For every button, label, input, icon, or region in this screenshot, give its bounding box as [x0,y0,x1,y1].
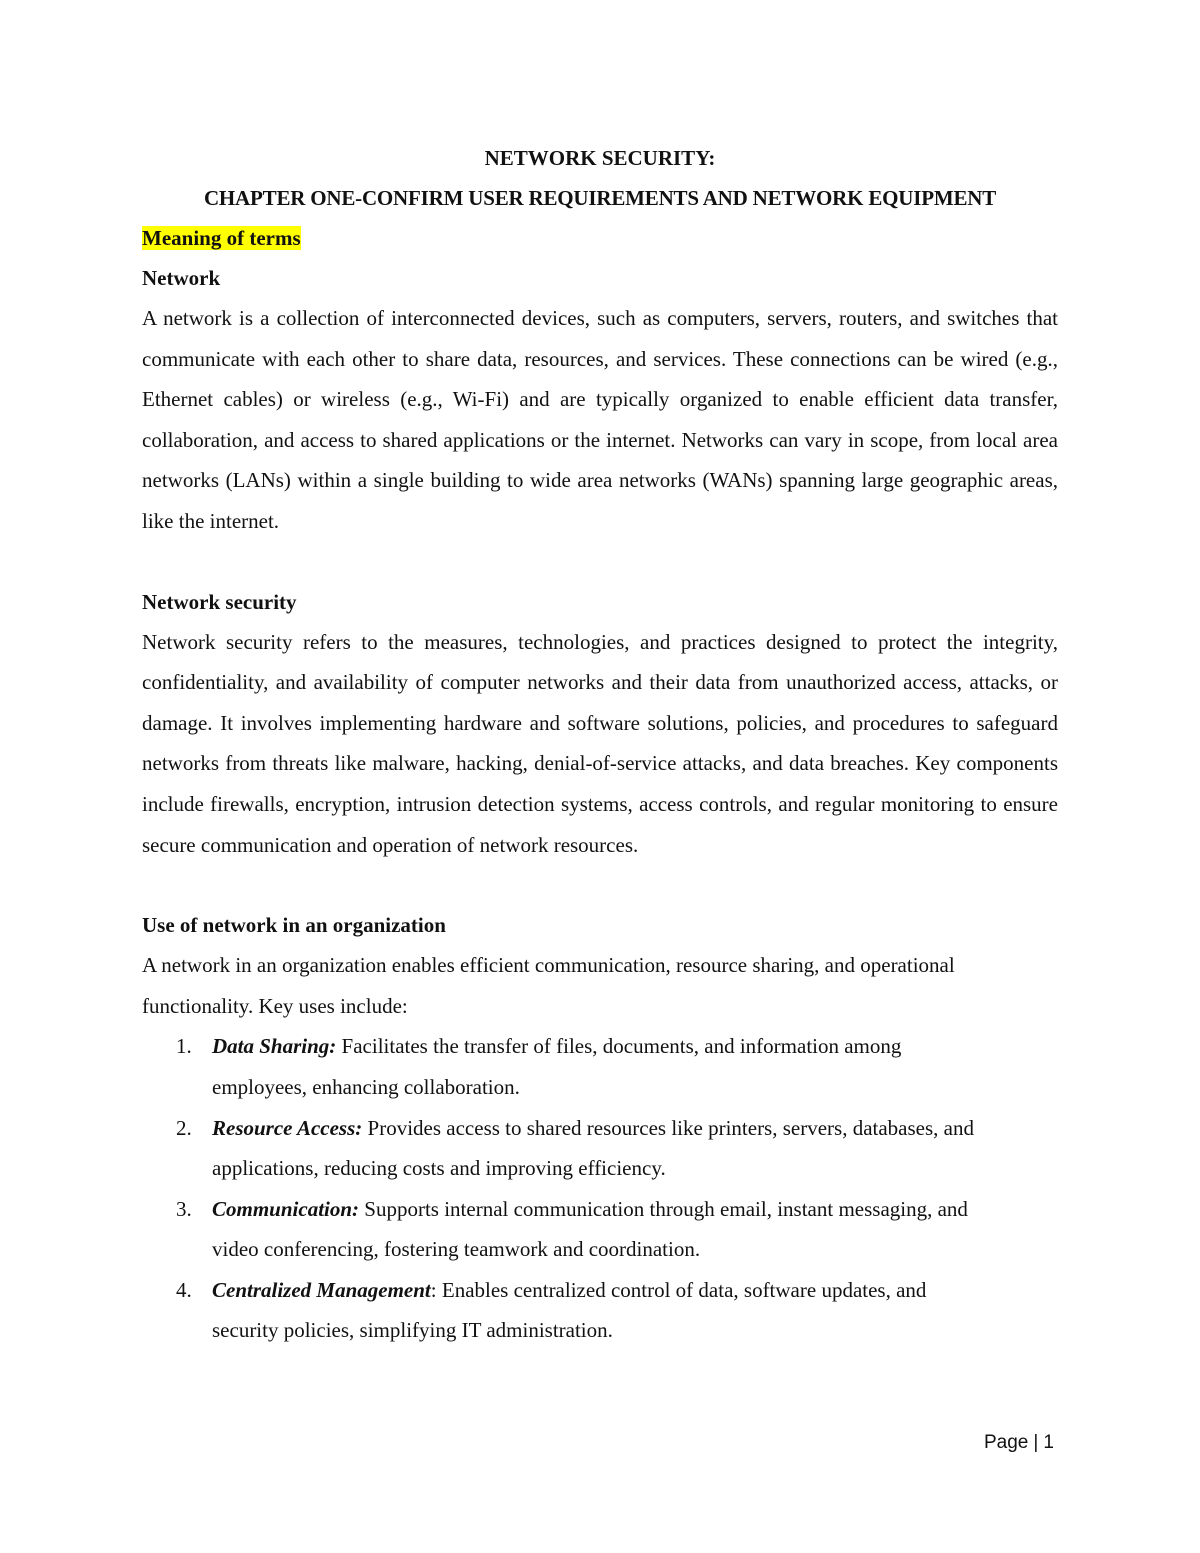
list-item [142,1108,1058,1189]
uses-list [142,1026,1058,1351]
list-item-term: Data Sharing: [212,1034,337,1059]
page-content [142,138,1058,1351]
highlighted-heading-text: Meaning of terms [142,226,301,250]
section-heading-meaning-of-terms [142,218,1058,258]
list-item-text: Facilitates the transfer of files, documents, and information among employees, enhancing collaboration. [212,1034,902,1099]
list-item-text: : Enables centralized control of data, software updates, and security policies, simplifying IT administration. [212,1277,927,1343]
list-item-number: 4. [176,1277,192,1302]
paragraph-network: A network is a collection of interconnected devices, such as computers, servers, routers, and switches that communicate with each other to share data, resources, and services. These connections can be wired (e.g., Ethernet cables) or wireless (e.g., Wi-Fi) and are typically organized to enable efficient data transfer, collaboration, and access to shared applications or the internet. Networks can vary in scope, from local area networks (LANs) within a single building to wide area networks (WANs) spanning large geographic areas, like the internet. [142,306,1058,533]
list-item-number: 1. [176,1034,192,1059]
list-item [142,1189,1058,1270]
list-item-term: Resource Access: [212,1115,363,1140]
heading-use-of-network: Use of network in an organization [142,913,446,938]
paragraph-spacer [142,542,1058,582]
list-item-term: Centralized Management [212,1277,431,1302]
list-item-text: Provides access to shared resources like printers, servers, databases, and applications, reducing costs and improving efficiency. [212,1115,974,1181]
list-item [142,1026,1058,1107]
list-item-number: 3. [176,1196,192,1221]
document-title: NETWORK SECURITY: [484,146,716,170]
paragraph-use-of-network-intro: A network in an organization enables efficient communication, resource sharing, and operational functionality. Key uses include: [142,953,955,1018]
paragraph-spacer [142,865,1058,905]
chapter-title: CHAPTER ONE-CONFIRM USER REQUIREMENTS AND NETWORK EQUIPMENT [203,186,997,210]
heading-network-security: Network security [142,589,297,614]
page-footer [984,1432,1054,1454]
heading-network: Network [142,266,221,290]
page-separator: | [1033,1432,1039,1453]
page-label: Page [984,1432,1029,1453]
paragraph-network-security: Network security refers to the measures, technologies, and practices designed to protect the integrity, confidentiality, and availability of computer networks and their data from unauthorized access, attacks, or damage. It involves implementing hardware and software solutions, policies, and procedures to safeguard networks from threats like malware, hacking, denial-of-service attacks, and data breaches. Key components include firewalls, encryption, intrusion detection systems, access controls, and regular monitoring to ensure secure communication and operation of network resources. [142,629,1058,857]
list-item [142,1270,1058,1351]
list-item-text: Supports internal communication through email, instant messaging, and video conferencing, fostering teamwork and coordination. [212,1196,968,1262]
page-number: 1 [1043,1432,1054,1453]
list-item-number: 2. [176,1115,192,1140]
list-item-term: Communication: [212,1196,360,1221]
